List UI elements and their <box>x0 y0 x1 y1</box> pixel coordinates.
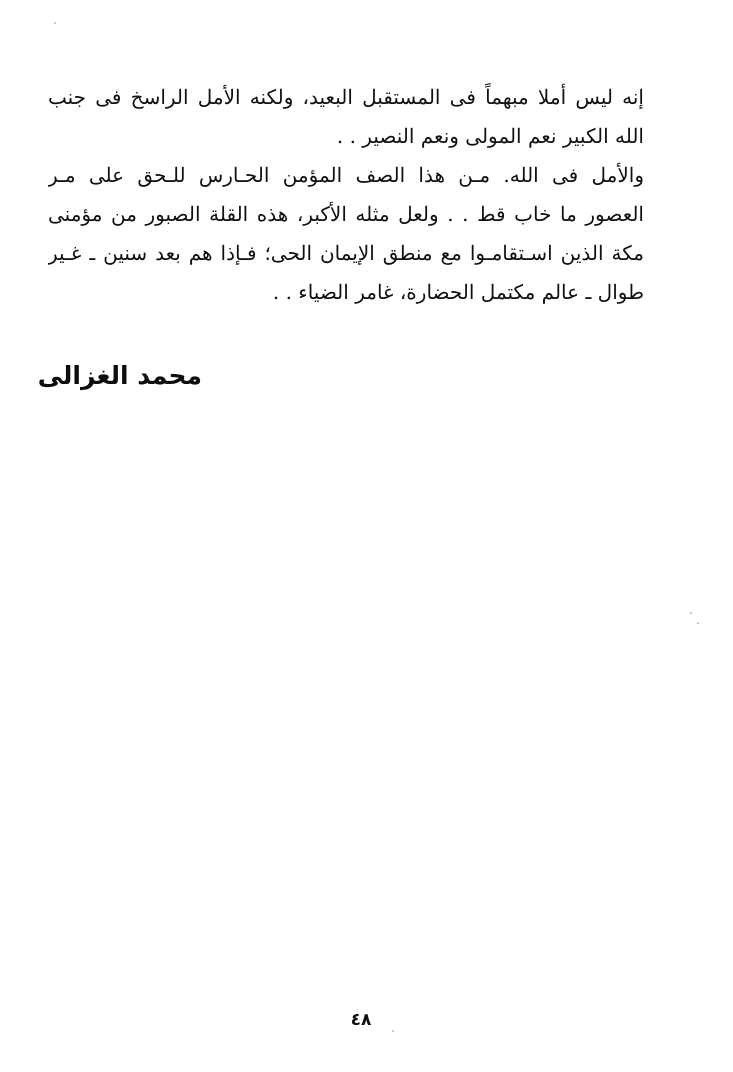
paragraph-2 <box>48 156 644 312</box>
text-line: والأمل فى الله. مـن هذا الصف المؤمن الحـارس للـحق على مـر <box>48 163 644 187</box>
text-line: العصور ما خاب قط . . ولعل مثله الأكبر، هذه القلة الصبور من مؤمنى <box>48 202 644 226</box>
paragraph-1 <box>48 78 644 156</box>
scan-speck <box>392 1030 394 1032</box>
scan-speck <box>697 622 699 624</box>
page-number: ٤٨ <box>350 1010 372 1030</box>
body-text <box>48 78 644 312</box>
scan-speck <box>54 22 56 24</box>
text-line: الله الكبير نعم المولى ونعم النصير . . <box>336 124 644 148</box>
scan-speck <box>690 612 692 614</box>
text-line: إنه ليس أملا مبهماً فى المستقبل البعيد، ولكنه الأمل الراسخ فى جنب <box>48 85 644 109</box>
text-line: طوال ـ عالم مكتمل الحضارة، غامر الضياء . . <box>272 280 644 304</box>
text-line: مكة الذين اسـتقامـوا مع منطق الإيمان الحى؛ فـإذا هم بعد سنين ـ غـير <box>48 241 644 265</box>
author-signature: محمد الغزالى <box>37 361 202 390</box>
